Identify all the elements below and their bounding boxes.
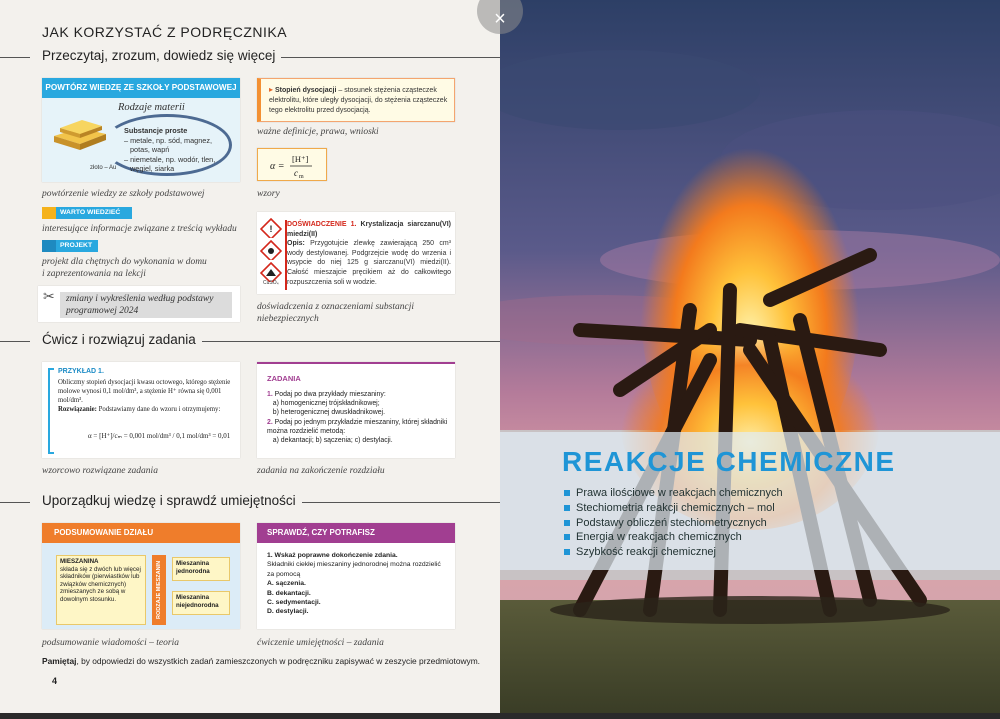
formula-caption: wzory: [257, 189, 280, 199]
repeat-knowledge-card: [42, 78, 240, 182]
experiment-caption-2: niebezpiecznych: [257, 314, 319, 324]
matter-types-subtitle: Rodzaje materii: [118, 102, 185, 113]
reminder-note: Pamiętaj, by odpowiedzi do wszystkich zadań zamieszczonych w podręczniku zapisywać w zeszycie przedmiotowym.: [42, 656, 481, 666]
repeat-knowledge-header: POWTÓRZ WIEDZĘ ZE SZKOŁY PODSTAWOWEJ: [42, 78, 240, 98]
definition-caption: ważne definicje, prawa, wnioski: [257, 127, 379, 137]
section-organize: [0, 493, 500, 513]
gold-label: złoto – Au: [90, 165, 117, 171]
gold-bars-image: [50, 114, 110, 152]
tasks-caption: zadania na zakończenie rozdziału: [257, 466, 385, 476]
section-read: [0, 48, 500, 68]
check-card: [257, 523, 455, 629]
chapter-topic: Stechiometria reakcji chemicznych – mol: [564, 501, 783, 516]
good-to-know-caption: interesujące informacje związane z treścią wykładu: [42, 224, 237, 234]
formula-graphic: [258, 149, 327, 181]
example-equation: α = [H⁺]/cₘ = 0,001 mol/dm³ / 0,1 mol/dm³ = 0,01: [88, 432, 231, 440]
simple-substances-list: Substancje proste – metale, np. sód, magnez, potas, wapń – niemetale, np. wodór, tlen, węgiel, siarka: [124, 126, 216, 174]
chapter-banner: [500, 432, 1000, 570]
chapter-topic: Szybkość reakcji chemicznej: [564, 545, 783, 560]
section-read-title: Przeczytaj, zrozum, dowiedz się więcej: [42, 48, 281, 63]
chapter-topic: Podstawy obliczeń stechiometrycznych: [564, 516, 783, 531]
environment-hazard-icon: [260, 262, 282, 282]
check-caption: ćwiczenie umiejętności – zadania: [257, 638, 384, 648]
repeat-caption: powtórzenie wiedzy ze szkoły podstawowej: [42, 189, 205, 199]
section-exercise-title: Ćwicz i rozwiązuj zadania: [42, 332, 202, 347]
project-badge: PROJEKT: [42, 240, 98, 252]
tasks-heading: ZADANIA: [267, 374, 301, 383]
hazard-pictogram-icon: [260, 218, 282, 238]
close-icon[interactable]: ×: [477, 0, 523, 34]
bullet-square-icon: [564, 520, 570, 526]
tasks-card: [257, 362, 455, 458]
chapter-topic: Energia w reakcjach chemicznych: [564, 530, 783, 545]
example-card: [42, 362, 240, 458]
definition-card: [257, 78, 455, 122]
chapter-title: REAKCJE CHEMICZNE: [562, 446, 896, 477]
cuso4-label: CuSO₄: [263, 280, 279, 286]
experiment-text: DOŚWIADCZENIE 1. Krystalizacja siarczanu(VI) miedzi(II) Opis: Przygotujcie zlewkę zawierającą 250 cm³ wody destylowanej. Podgrzejcie wodę do wrzenia i wsypcie do niej 125 g siarczanu(VI) miedzi(II). Całość mieszajcie pręcikiem aż do całkowitego rozpuszczenia soli w wodzie.: [287, 221, 451, 286]
formula-denominator: c: [294, 168, 298, 178]
health-hazard-icon: [260, 240, 282, 260]
project-caption-2: i zaprezentowania na lekcji: [42, 269, 146, 279]
check-header: SPRAWDŹ, CZY POTRAFISZ: [257, 523, 455, 543]
curriculum-changes-card: [38, 286, 240, 322]
experiment-card: [257, 212, 455, 294]
example-caption: wzorcowo rozwiązane zadania: [42, 466, 158, 476]
formula-numerator: [H⁺]: [292, 154, 309, 164]
chapter-topic: Prawa ilościowe w reakcjach chemicznych: [564, 486, 783, 501]
tasks-text: 1. Podaj po dwa przykłady mieszaniny: a) homogenicznej trójskładnikowej; b) heterogenicznej dwuskładnikowej. 2. Podaj po jednym przykładzie mieszaniny, której składniki można rozdzielić metodą: a) dekantacji; b) sączenia; c) destylacji.: [267, 391, 448, 445]
curriculum-changes-text: zmiany i wykreślenia według podstawy programowej 2024: [60, 292, 232, 318]
definition-text: ▸ Stopień dysocjacji – stosunek stężenia cząsteczek elektrolitu, które uległy dysocjacji, do stężenia cząsteczek tego elektrolitu przed dysocjacją.: [269, 85, 448, 114]
section-exercise: [0, 332, 500, 352]
chapter-topics-list: [564, 486, 783, 560]
page-number: 4: [52, 676, 58, 686]
scissors-icon: ✂: [43, 288, 55, 304]
lightbulb-icon: [42, 207, 56, 219]
mixture-definition: MIESZANINA składa się z dwóch lub więcej składników (pierwiastków lub związków chemicznych) zmieszanych ze sobą w dowolnym stosunku.: [56, 555, 146, 625]
right-page: [500, 0, 1000, 713]
summary-card: [42, 523, 240, 629]
bullet-square-icon: [564, 490, 570, 496]
svg-text:!: !: [269, 224, 273, 234]
example-heading: PRZYKŁAD 1.: [58, 368, 104, 375]
example-text: Obliczmy stopień dysocjacji kwasu octowego, którego stężenie molowe wynosi 0,1 mol/dm³, a stężenie H⁺ równa się 0,001 mol/dm³. Rozwiązanie: Podstawiamy dane do wzoru i otrzymujemy:: [58, 379, 231, 413]
mixture-types-label: RODZAJE MIESZANIN: [152, 555, 166, 625]
bullet-square-icon: [564, 549, 570, 555]
page-title: JAK KORZYSTAĆ Z PODRĘCZNIKA: [42, 24, 288, 40]
campfire-photo: [500, 0, 1000, 713]
bullet-square-icon: [564, 534, 570, 540]
formula-card: [257, 148, 327, 181]
heterogeneous-mixture: Mieszanina niejednorodna: [172, 591, 230, 615]
section-organize-title: Uporządkuj wiedzę i sprawdź umiejętności: [42, 493, 302, 508]
formula-denominator-sub: m: [299, 174, 304, 180]
check-text: 1. Wskaż poprawne dokończenie zdania. Składniki ciekłej mieszaniny jednorodnej można rozdzielić za pomocą A. sączenia. B. dekantacji. C. sedymentacji. D. destylacji.: [267, 552, 441, 616]
experiment-caption-1: doświadczenia z oznaczeniami substancji: [257, 302, 415, 312]
homogeneous-mixture: Mieszanina jednorodna: [172, 557, 230, 581]
summary-header: PODSUMOWANIE DZIAŁU: [42, 523, 240, 543]
project-caption-1: projekt dla chętnych do wykonania w domu: [42, 257, 207, 267]
house-icon: [42, 240, 56, 252]
bullet-square-icon: [564, 505, 570, 511]
summary-caption: podsumowanie wiadomości – teoria: [42, 638, 179, 648]
good-to-know-badge: WARTO WIEDZIEĆ: [42, 207, 132, 219]
viewer-bottom-bar: [0, 713, 1000, 719]
formula-lhs: α =: [270, 161, 285, 172]
